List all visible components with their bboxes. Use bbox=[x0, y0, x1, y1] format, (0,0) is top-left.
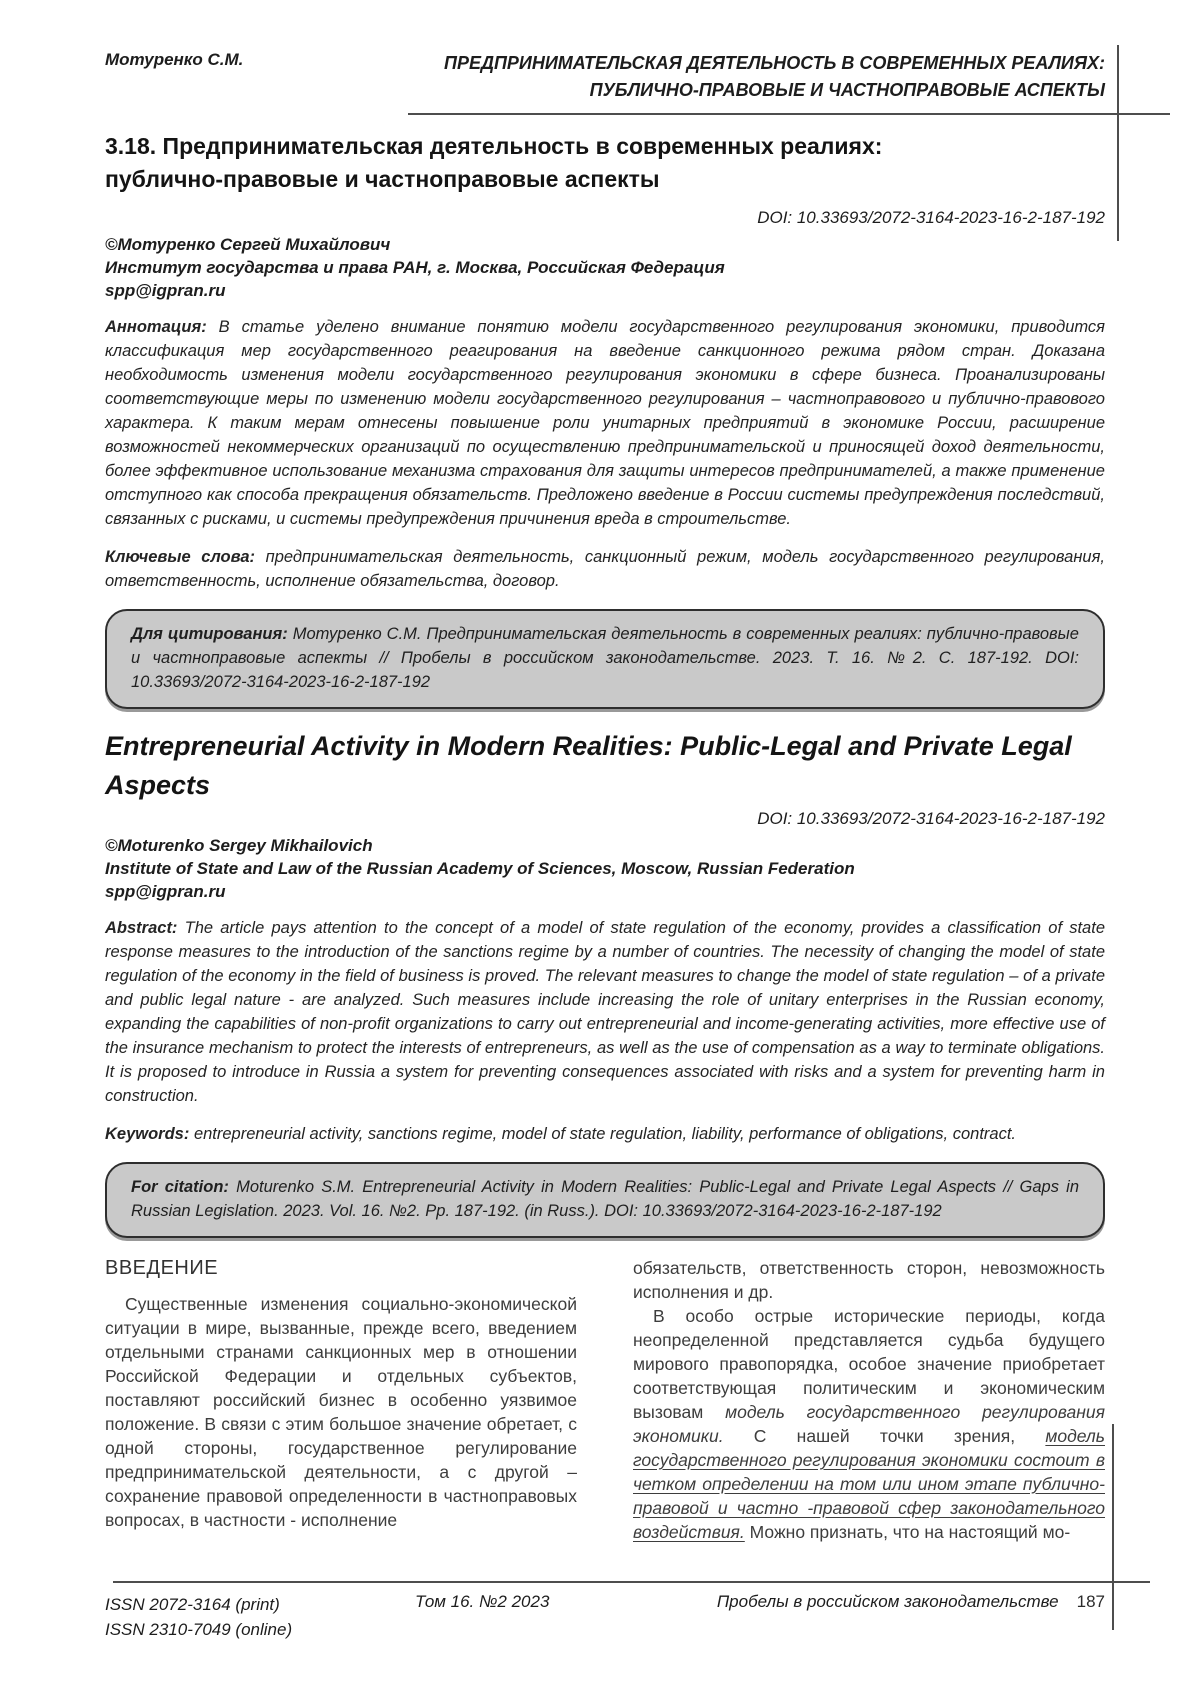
en-author-block bbox=[105, 835, 1105, 902]
ru-doi: DOI: 10.33693/2072-3164-2023-16-2-187-192 bbox=[757, 208, 1105, 227]
en-abstract-text: The article pays attention to the concept of a model of state regulation of the economy, provides a classification of state response measures to the introduction of the sanctions regime by a number of countries. The necessity of changing the model of state regulation of the economy in the field of business is proved. The relevant measures to change the model of state regulation – of a private and public legal nature - are analyzed. Such measures include increasing the role of unitary enterprises in the Russian economy, expanding the capabilities of non-profit organizations to carry out entrepreneurial and income-generating activities, more effective use of the insurance mechanism to protect the interests of entrepreneurs, as well as the use of compensation as a way to terminate obligations. It is proposed to introduce in Russia a system for preventing consequences associated with risks and a system for preventing harm in construction. bbox=[105, 919, 1105, 1105]
footer-rule bbox=[113, 1581, 1150, 1583]
header-rule bbox=[408, 113, 1170, 115]
intro-right-p2-start: В особо острые исторические периоды, когда неопределенной представляется судьба будущего мирового правопорядка, особое значение приобретает соответствующая политическим и экономическим вызовам bbox=[633, 1306, 1105, 1422]
ru-article-title-line2: публично-правовые и частноправовые аспекты bbox=[105, 166, 660, 192]
introduction-columns bbox=[105, 1256, 1105, 1544]
en-citation-box bbox=[105, 1162, 1105, 1238]
running-head-author: Мотуренко С.М. bbox=[105, 50, 244, 69]
intro-right-p2-mid: С нашей точки зрения, bbox=[723, 1426, 1046, 1446]
footer-journal-block bbox=[665, 1592, 1105, 1612]
running-head-title bbox=[444, 50, 1105, 104]
ru-keywords-text: предпринимательская деятельность, санкционный режим, модель государственного регулирования, ответственность, исполнение обязательства, договор. bbox=[105, 548, 1106, 590]
ru-citation-label: Для цитирования: bbox=[131, 625, 288, 643]
ru-author-affiliation: Институт государства и права РАН, г. Москва, Российская Федерация bbox=[105, 258, 725, 277]
en-article-title: Entrepreneurial Activity in Modern Realities: Public-Legal and Private Legal Aspects bbox=[105, 731, 1072, 800]
running-head-title-line2: ПУБЛИЧНО-ПРАВОВЫЕ И ЧАСТНОПРАВОВЫЕ АСПЕКТЫ bbox=[589, 80, 1105, 100]
en-citation-label: For citation: bbox=[131, 1178, 229, 1196]
en-keywords bbox=[105, 1122, 1105, 1146]
ru-keywords bbox=[105, 545, 1105, 593]
ru-author-block bbox=[105, 234, 1105, 301]
ru-keywords-label: Ключевые слова: bbox=[105, 548, 256, 566]
ru-citation-text: Мотуренко С.М. Предпринимательская деятельность в современных реалиях: публично-правовые и частноправовые аспекты // Пробелы в российском законодательстве. 2023. Т. 16. №2. С. 187-192. DOI: 10.33693/2072-3164-2023-16-2-187-192 bbox=[131, 625, 1079, 691]
footer-page-number: 187 bbox=[1076, 1592, 1105, 1611]
introduction-heading: ВВЕДЕНИЕ bbox=[105, 1257, 219, 1279]
intro-left-paragraph: Существенные изменения социально-экономической ситуации в мире, вызванные, прежде всего, введением отдельными странами санкционных мер в отношении Российской Федерации и отдельных субъектов, поставляют российский бизнес в особенно уязвимое положение. В связи с этим большое значение обретает, с одной стороны, государственное регулирование предпринимательской деятельности, а с другой – сохранение правовой определенности в частноправовых вопросах, в частности - исполнение bbox=[105, 1294, 577, 1530]
footer-issn-online: ISSN 2310-7049 (online) bbox=[105, 1620, 293, 1639]
intro-right-column bbox=[633, 1256, 1105, 1544]
page-footer bbox=[105, 1592, 1105, 1642]
intro-right-paragraph-2 bbox=[633, 1304, 1105, 1544]
running-head-title-line1: ПРЕДПРИНИМАТЕЛЬСКАЯ ДЕЯТЕЛЬНОСТЬ В СОВРЕМЕННЫХ РЕАЛИЯХ: bbox=[444, 53, 1105, 73]
crop-mark-top-right bbox=[1117, 45, 1119, 241]
ru-author-name: ©Мотуренко Сергей Михайлович bbox=[105, 235, 391, 254]
crop-mark-bottom-right bbox=[1112, 1424, 1114, 1630]
en-author-name: ©Moturenko Sergey Mikhailovich bbox=[105, 836, 373, 855]
footer-issn-print: ISSN 2072-3164 (print) bbox=[105, 1595, 280, 1614]
ru-abstract-text: В статье уделено внимание понятию модели государственного регулирования экономики, приводится классификация мер государственного реагирования на введение санкционного режима рядом стран. Доказана необходимость изменения модели государственного регулирования экономики в сфере бизнеса. Проанализированы соответствующие меры по изменению модели государственного регулирования – частноправового и публично-правового характера. К таким мерам отнесены повышение роли унитарных предприятий в экономике России, расширение возможностей некоммерческих организаций по осуществлению предпринимательской и приносящей доход деятельности, более эффективное использование механизма страхования для защиты интересов предпринимателей, а также применение отступного как способа прекращения обязательств. Предложено введение в России системы предупреждения последствий, связанных с рисками, и системы предупреждения причинения вреда в строительстве. bbox=[105, 318, 1105, 528]
ru-citation-box bbox=[105, 609, 1105, 709]
intro-right-p2-underlined: модель государственного регулирования экономики состоит в четком определении на том или ином этапе публично-правовой и частно -правовой сфер законодательного воздействия. bbox=[633, 1426, 1105, 1542]
en-citation-text: Moturenko S.M. Entrepreneurial Activity in Modern Realities: Public-Legal and Private Legal Aspects // Gaps in Russian Legislation. 2023. Vol. 16. №2. Pp. 187-192. (in Russ.). DOI: 10.33693/2072-3164-2023-16-2-187-192 bbox=[131, 1178, 1079, 1220]
ru-author-email: spp@igpran.ru bbox=[105, 281, 226, 300]
en-author-affiliation: Institute of State and Law of the Russian Academy of Sciences, Moscow, Russian Federation bbox=[105, 859, 855, 878]
en-abstract-label: Abstract: bbox=[105, 919, 178, 937]
footer-journal-name: Пробелы в российском законодательстве bbox=[716, 1592, 1059, 1611]
intro-right-p2-end: Можно признать, что на настоящий мо- bbox=[744, 1522, 1071, 1542]
en-author-email: spp@igpran.ru bbox=[105, 882, 226, 901]
intro-right-paragraph-1: обязательств, ответственность сторон, невозможность исполнения и др. bbox=[633, 1258, 1105, 1302]
en-keywords-text: entrepreneurial activity, sanctions regime, model of state regulation, liability, performance of obligations, contract. bbox=[193, 1125, 1017, 1143]
intro-right-p2-italic: модель государственного регулирования экономики. bbox=[633, 1402, 1105, 1446]
footer-volume: Том 16. №2 2023 bbox=[415, 1592, 550, 1611]
intro-left-column bbox=[105, 1256, 577, 1544]
ru-article-title-line1: 3.18. Предпринимательская деятельность в современных реалиях: bbox=[105, 133, 883, 159]
ru-article-title bbox=[105, 130, 1105, 196]
footer-issn-block bbox=[105, 1592, 415, 1642]
en-keywords-label: Keywords: bbox=[105, 1125, 190, 1143]
en-doi: DOI: 10.33693/2072-3164-2023-16-2-187-192 bbox=[757, 809, 1105, 828]
ru-abstract bbox=[105, 315, 1105, 531]
en-abstract bbox=[105, 916, 1105, 1108]
ru-abstract-label: Аннотация: bbox=[105, 318, 207, 336]
running-head bbox=[105, 0, 1105, 104]
